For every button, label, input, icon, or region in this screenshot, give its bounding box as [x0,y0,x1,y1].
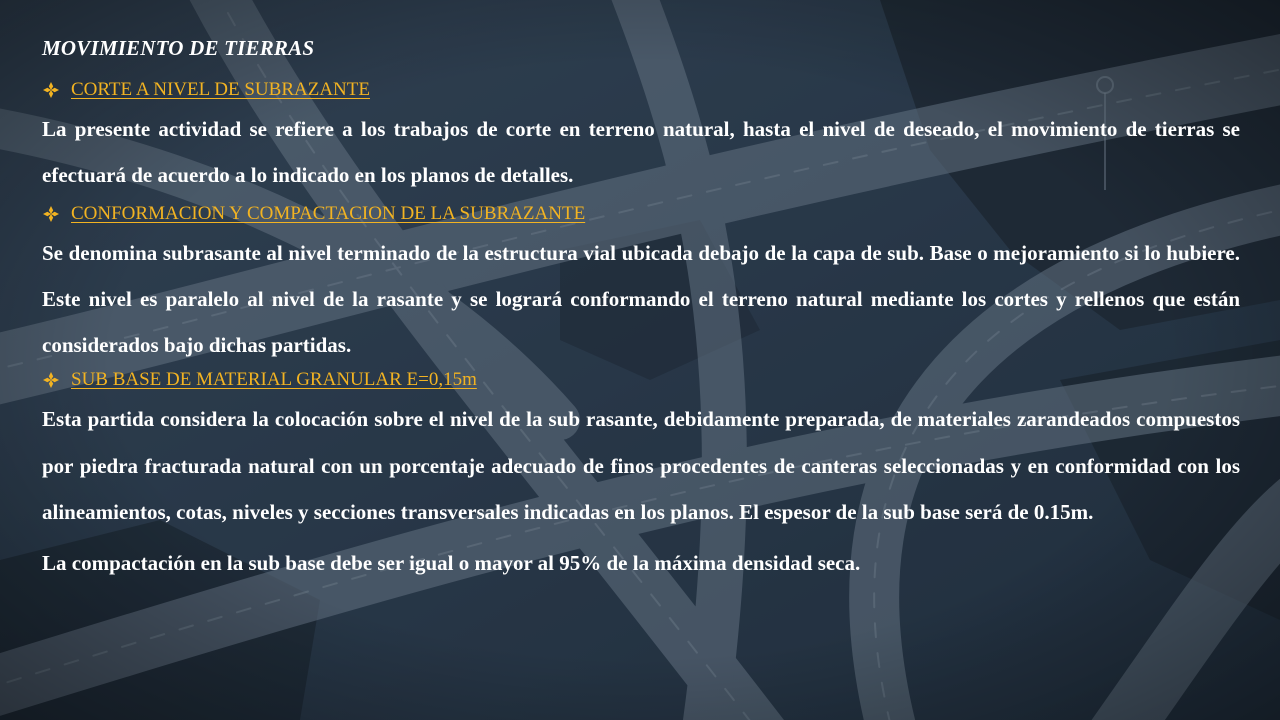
paragraph-sub-base: Esta partida considera la colocación sobre el nivel de la sub rasante, debidamente preparada, de materiales zarandeados compuestos por piedra fracturada natural con un porcentaje adecuado de finos procedentes de canteras seleccionadas y en conformidad con los alineamientos, cotas, niveles y secciones transversales indicadas en los planos. El espesor de la sub base será de 0.15m. [42,407,1240,524]
diamond-bullet-icon [42,81,60,99]
paragraph-corte: La presente actividad se refiere a los trabajos de corte en terreno natural, hasta el nivel de deseado, el movimiento de tierras se efectuará de acuerdo a lo indicado en los planos de detalles. [42,117,1240,187]
section-heading-corte [42,78,1240,102]
section-heading-label: CORTE A NIVEL DE SUBRAZANTE [71,79,370,100]
diamond-bullet-icon [42,371,60,389]
section-heading-sub-base [42,368,1240,392]
slide-content [42,34,1240,586]
section-heading-label: SUB BASE DE MATERIAL GRANULAR E=0,15m [71,369,477,390]
section-heading-conformacion [42,202,1240,226]
slide-title: MOVIMIENTO DE TIERRAS [42,36,315,60]
diamond-bullet-icon [42,205,60,223]
paragraph-compactacion: La compactación en la sub base debe ser igual o mayor al 95% de la máxima densidad seca. [42,550,861,575]
paragraph-conformacion: Se denomina subrasante al nivel terminado de la estructura vial ubicada debajo de la capa de sub. Base o mejoramiento si lo hubiere. Este nivel es paralelo al nivel de la rasante y se logrará conformando el terreno natural mediante los cortes y rellenos que están considerados bajo dichas partidas. [42,241,1240,357]
section-heading-label: CONFORMACION Y COMPACTACION DE LA SUBRAZANTE [71,203,586,224]
